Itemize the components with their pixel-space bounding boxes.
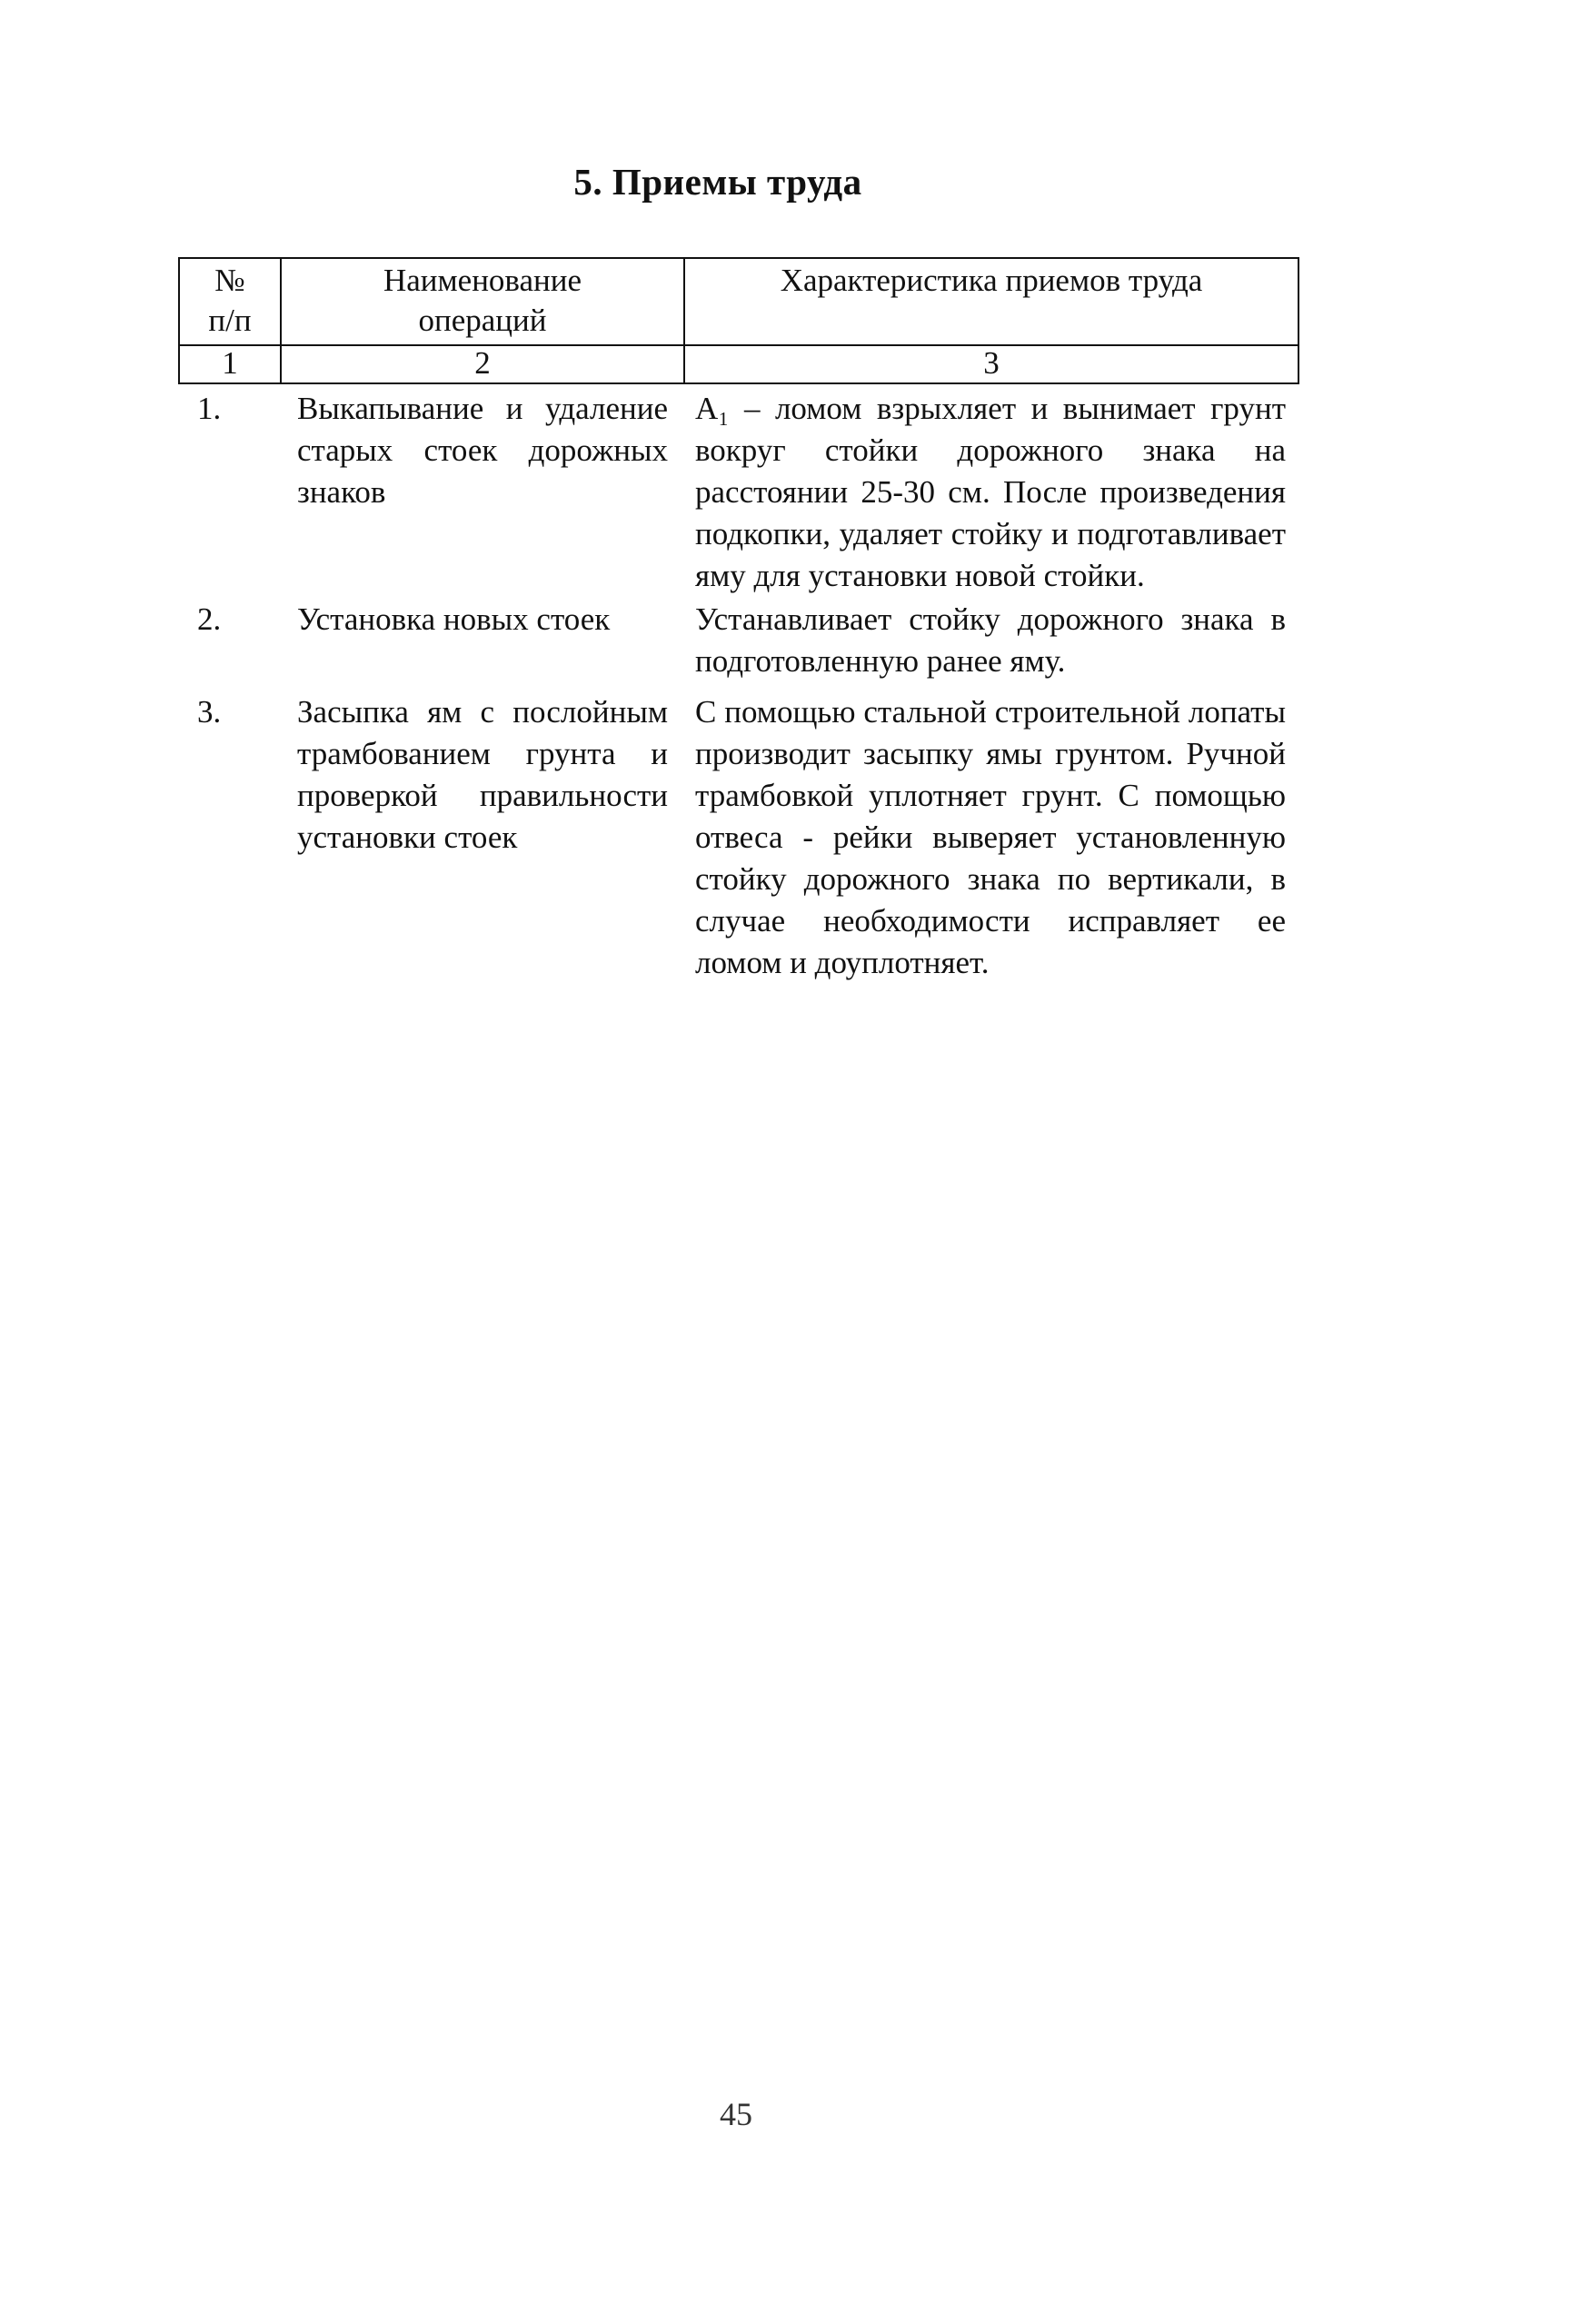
column-number-3: 3: [684, 345, 1298, 383]
header-description: [684, 258, 1298, 345]
column-number-row: [179, 345, 1298, 383]
header-number: [179, 258, 281, 345]
table-header-row: [179, 258, 1298, 345]
header-operation-name-label: Наименование операций: [383, 263, 582, 338]
operation-description: Устанавливает стойку дорожного знака в подготовленную ранее яму.: [695, 601, 1286, 679]
operation-name: Установка новых стоек: [297, 601, 611, 637]
column-number-2: 2: [281, 345, 684, 383]
operation-description: А₁ – ломом взрыхляет и вынимает грунт вокруг стойки дорожного знака на расстоянии 25-30 см. После произведения подкопки, удаляет стойку и подготавливает яму для установки новой стойки.: [695, 391, 1286, 593]
column-number-1: 1: [179, 345, 281, 383]
header-number-label: № п/п: [208, 263, 252, 338]
operation-name: Засыпка ям с послойным трамбованием грунта и проверкой правильности установки стоек: [297, 694, 668, 855]
row-number: 1.: [197, 391, 222, 426]
page-number: 45: [720, 2096, 752, 2132]
labor-operations-table: [178, 257, 1299, 984]
table-row: [179, 599, 1298, 684]
header-operation-name: [281, 258, 684, 345]
operation-description: С помощью стальной строительной лопаты производит засыпку ямы грунтом. Ручной трамбовкой уплотняет грунт. С помощью отвеса - рейки выверяет установленную стойку дорожного знака по вертикали, в случае необходимости исправляет ее ломом и доуплотняет.: [695, 694, 1286, 980]
row-number: 3.: [197, 694, 222, 730]
page-title: 5. Приемы труда: [573, 161, 862, 203]
operation-name: Выкапывание и удаление старых стоек дорожных знаков: [297, 391, 668, 510]
header-description-label: Характеристика приемов труда: [780, 263, 1203, 298]
table-row: [179, 383, 1298, 599]
table-row: [179, 684, 1298, 984]
row-number: 2.: [197, 601, 222, 637]
